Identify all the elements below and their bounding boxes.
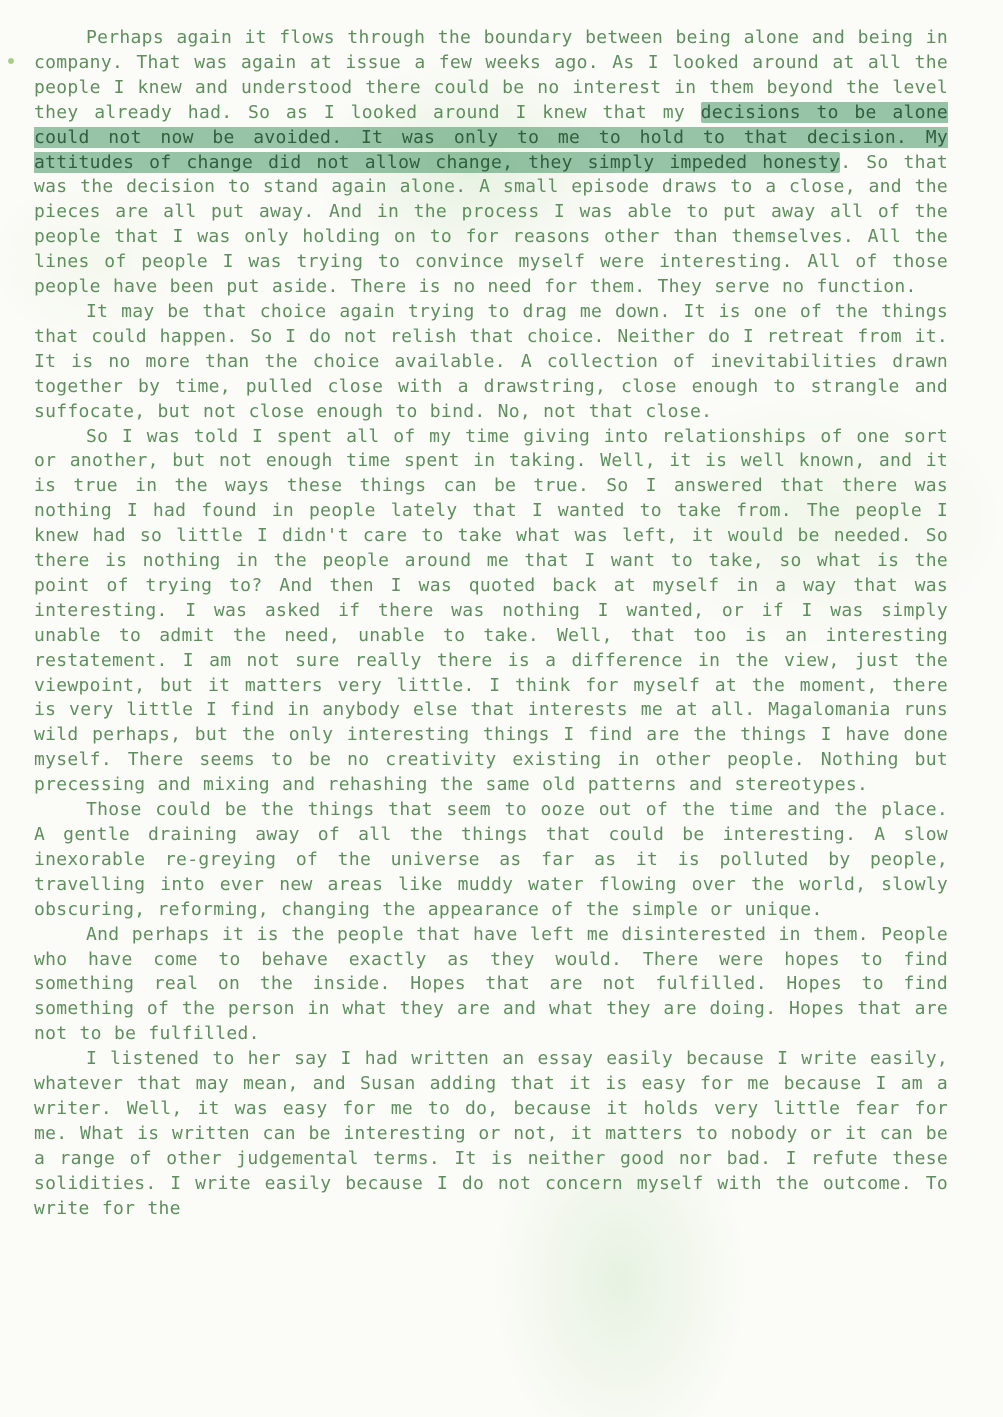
- paragraph-6: I listened to her say I had written an essay easily because I write easily, whatever that may mean, and Susan adding that it is easy for me because I am a writer. Well, it was easy for me to do, because it holds very little fear for me. What is written can be interesting or not, it matters to nobody or it can be a range of other judgemental terms. It is neither good nor bad. I refute these solidities. I write easily because I do not concern myself with the outcome. To write for the: [34, 1048, 948, 1219]
- paragraph-1-end: . So that was the decision to stand again alone. A small episode draws to a close, and the pieces are all put away. And in the process I was able to put away all of the people that I was only holding on to for reasons other than themselves. All the lines of people I was trying to convince myself were interesting. All of those people have been put aside. There is no need for them. They serve no function.: [34, 151, 949, 298]
- highlighted-passage: decisions to be alone could not now be avoided. It was only to me to hold to that decision. My attitudes of change did not allow change, they simply impeded honesty: [34, 101, 949, 173]
- paragraph-1-start: Perhaps again it flows through the boundary between being alone and being in company. That was again at issue a few weeks ago. As I looked around at all the people I knew and understood there could be no interest in them beyond the level they already had. So as I looked around I knew that my: [34, 27, 948, 123]
- paragraph-5: And perhaps it is the people that have left me disinterested in them. People who have come to behave exactly as they would. There were hopes to find something real on the inside. Hopes that are not fulfilled. Hopes to find something of the person in what they are and what they are doing. Hopes that are not to be fulfilled.: [34, 923, 948, 1045]
- paragraph-3: So I was told I spent all of my time giving into relationships of one sort or another, but not enough time spent in taking. Well, it is well known, and it is true in the ways these things can be true. So I answered that there was nothing I had found in people lately that I wanted to take from. The people I knew had so little I didn't care to take what was left, it would be needed. So there is nothing in the people around me that I want to take, so what is the point of trying to? And then I was quoted back at myself in a way that was interesting. I was asked if there was nothing I wanted, or if I was simply unable to admit the need, unable to take. Well, that too is an interesting restatement. I am not sure really there is a difference in the view, just the viewpoint, but it matters very little. I think for myself at the moment, there is very little I find in anybody else that interests me at all. Magalomania runs wild perhaps, but the only interesting things I find are the things I have done myself. There seems to be no creativity existing in other people. Nothing but precessing and mixing and rehashing the same old patterns and stereotypes.: [34, 425, 948, 796]
- paragraph-2: It may be that choice again trying to drag me down. It is one of the things that could happen. So I do not relish that choice. Neither do I retreat from it. It is no more than the choice available. A collection of inevitabilities drawn together by time, pulled close with a drawstring, close enough to strangle and suffocate, but not close enough to bind. No, not that close.: [34, 300, 948, 422]
- paragraph-4: Those could be the things that seem to ooze out of the time and the place. A gentle draining away of all the things that could be interesting. A slow inexorable re-greying of the universe as far as it is polluted by people, travelling into ever new areas like muddy water flowing over the world, slowly obscuring, reforming, changing the appearance of the simple or unique.: [34, 799, 948, 920]
- paragraph-1: [34, 26, 948, 300]
- body-text: [34, 26, 948, 1222]
- margin-mark: [8, 58, 14, 64]
